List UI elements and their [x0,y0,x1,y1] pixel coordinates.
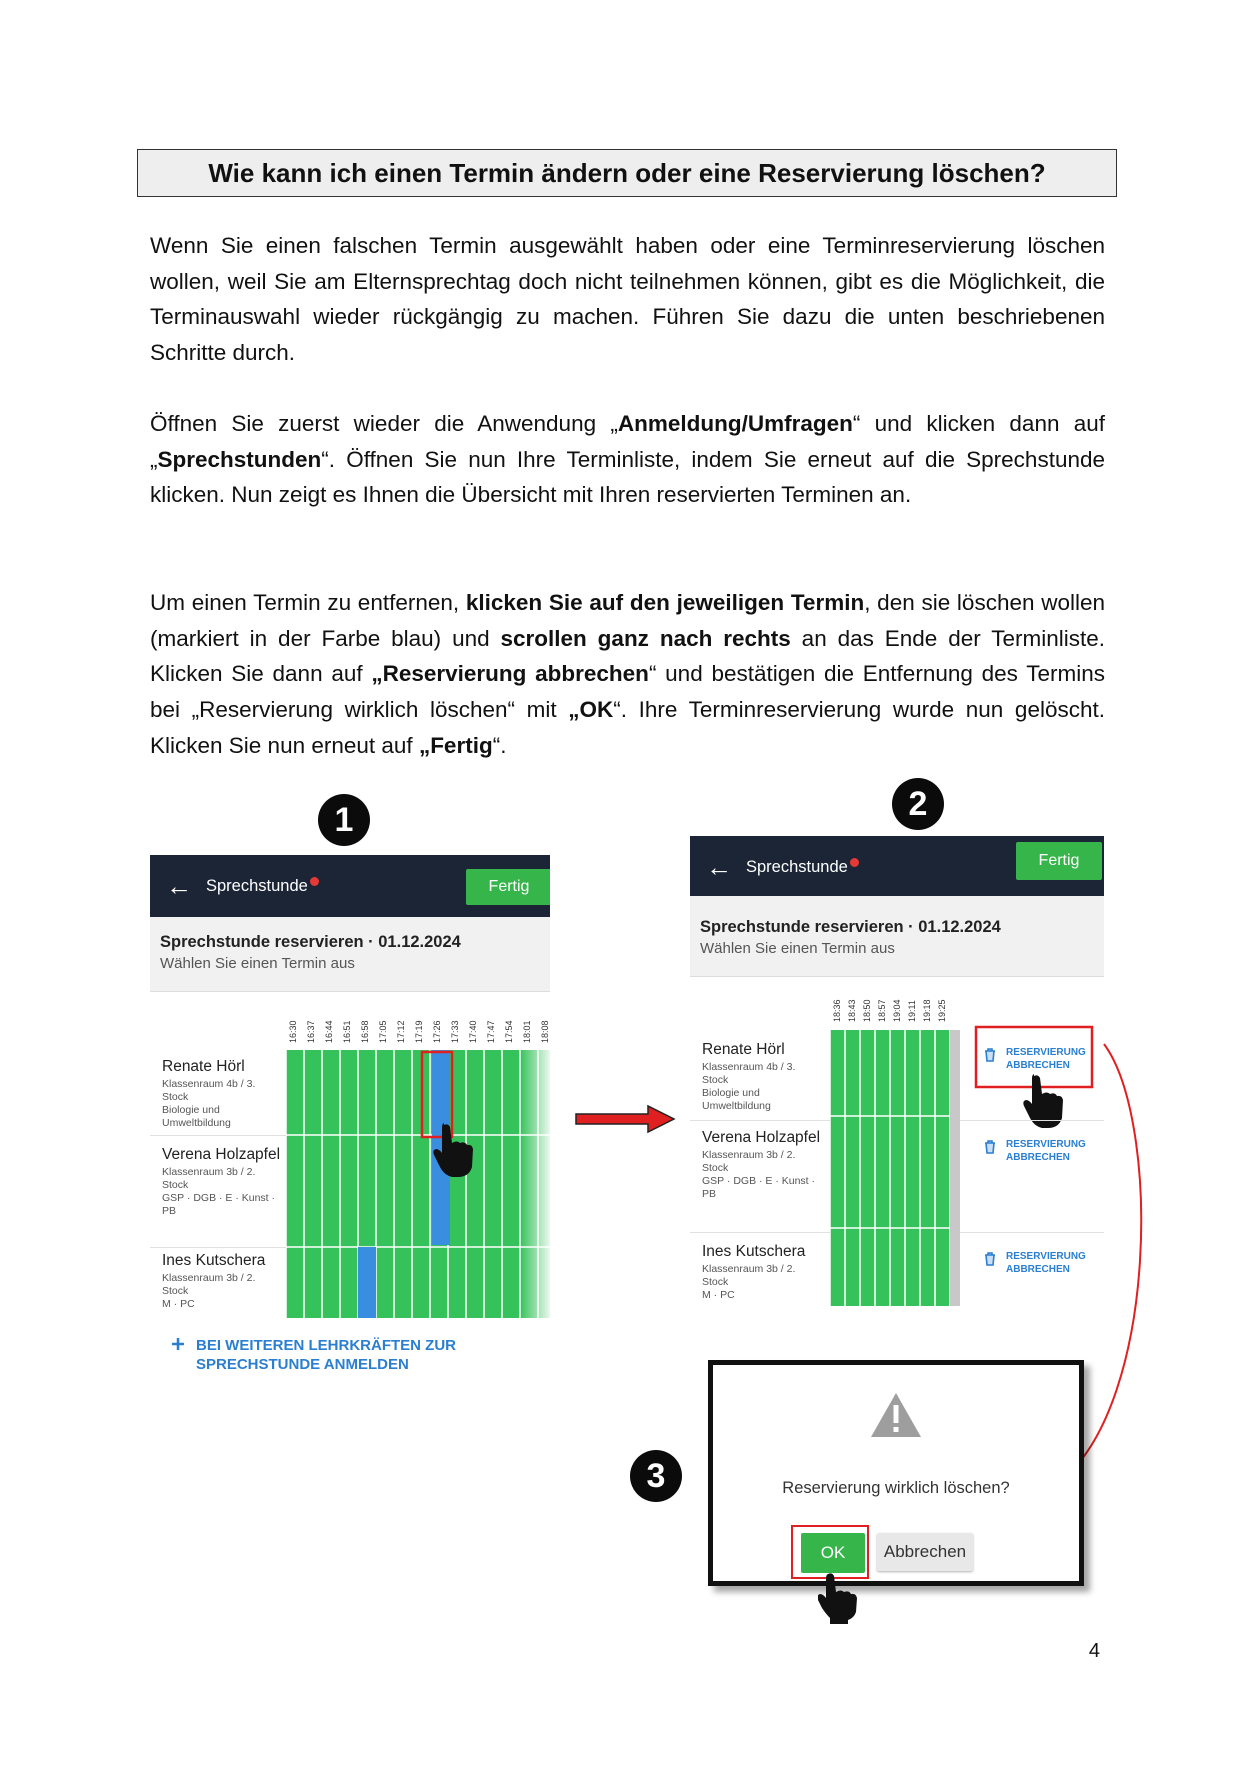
confirm-dialog [708,1360,1084,1586]
time-label: 18:57 [877,999,887,1022]
teacher-verena[interactable]: Verena Holzapfel Klassenraum 3b / 2. Stock GSP · DGB · E · Kunst · PB [702,1129,821,1200]
time-label: 19:04 [892,999,902,1022]
plus-icon [170,1336,186,1352]
time-label: 16:44 [324,1020,334,1043]
row-separator [150,1135,286,1136]
time-label: 18:50 [862,999,872,1022]
right-arrow-icon [574,1104,676,1134]
time-label: 17:47 [486,1020,496,1043]
end-column [950,1030,960,1306]
abbrechen-button[interactable]: Abbrechen [877,1533,973,1571]
time-label: 18:43 [847,999,857,1022]
reservation-subtitle: Wählen Sie einen Termin aus [160,955,355,972]
trash-icon [984,1140,996,1154]
add-teacher-link[interactable]: BEI WEITEREN LEHRKRÄFTEN ZUR SPRECHSTUNDE ANMELDEN [196,1337,456,1373]
time-label: 17:19 [414,1020,424,1043]
screenshot-step-1 [150,855,550,1385]
step-3-badge: 3 [630,1450,682,1502]
time-label: 18:01 [522,1020,532,1043]
dialog-question: Reservierung wirklich löschen? [782,1479,1010,1497]
section-heading: Wie kann ich einen Termin ändern oder eine Reservierung löschen? [208,157,1046,188]
time-label: 16:37 [306,1020,316,1043]
teacher-renate[interactable]: Renate Hörl Klassenraum 4b / 3. Stock Biologie und Umweltbildung [162,1058,256,1129]
scroll-fade [520,1050,550,1318]
row-separator [150,1247,286,1248]
step-1-badge: 1 [318,794,370,846]
trash-icon [984,1048,996,1062]
cancel-reservation-button-verena[interactable]: RESERVIERUNG ABBRECHEN [1006,1138,1086,1164]
time-label: 19:11 [907,1000,917,1022]
time-label: 16:51 [342,1020,352,1043]
back-arrow-icon[interactable]: ← [706,852,732,882]
ok-highlight [791,1525,869,1579]
time-label: 19:18 [922,999,932,1022]
fertig-button[interactable]: Fertig [466,869,550,905]
teacher-ines[interactable]: Ines Kutschera Klassenraum 3b / 2. Stock M · PC [702,1243,806,1301]
row-separator [690,1232,830,1233]
time-label: 16:58 [360,1020,370,1043]
open-app-paragraph: Öffnen Sie zuerst wieder die Anwendung „Anmeldung/Umfragen“ und klicken dann auf „Sprechstunden“. Öffnen Sie nun Ihre Terminliste, indem Sie erneut auf die Sprechstunde klicken. Nun zeigt es Ihnen die Übersicht mit Ihren reservierten Terminen an. [150,411,1105,508]
cancel-reservation-button-ines[interactable]: RESERVIERUNG ABBRECHEN [1006,1250,1086,1276]
pointing-hand-icon [818,1572,858,1624]
section-heading-box [137,149,1117,197]
time-label: 17:54 [504,1020,514,1043]
warning-icon [869,1391,923,1439]
time-label: 18:08 [540,1020,550,1043]
ok-button[interactable]: OK [801,1533,865,1573]
reservation-title: Sprechstunde reservieren · 01.12.2024 [700,918,1001,936]
time-label: 17:40 [468,1020,478,1043]
intro-paragraph: Wenn Sie einen falschen Termin ausgewählt haben oder eine Terminreservierung löschen wollen, weil Sie am Elternsprechtag doch nicht teilnehmen können, gibt es die Möglichkeit, die Terminauswahl wieder rückgängig zu machen. Führen Sie dazu die unten beschriebenen Schritte durch. [150,233,1105,366]
back-arrow-icon[interactable]: ← [166,871,192,901]
time-label: 17:05 [378,1020,388,1043]
step-2-badge: 2 [892,778,944,830]
teacher-renate[interactable]: Renate Hörl Klassenraum 4b / 3. Stock Biologie und Umweltbildung [702,1041,796,1112]
time-label: 17:33 [450,1020,460,1043]
time-label: 17:12 [396,1020,406,1043]
booked-slot-ines[interactable] [358,1247,376,1318]
teacher-ines[interactable]: Ines Kutschera Klassenraum 3b / 2. Stock M · PC [162,1252,266,1310]
time-label: 19:25 [937,999,947,1022]
reservation-title: Sprechstunde reservieren · 01.12.2024 [160,933,461,951]
trash-icon [984,1252,996,1266]
teacher-verena[interactable]: Verena Holzapfel Klassenraum 3b / 2. Stock GSP · DGB · E · Kunst · PB [162,1146,281,1217]
page-number: 4 [1088,1640,1100,1662]
time-label: 18:36 [832,999,842,1022]
app-title: Sprechstunde [206,877,319,896]
reservation-subtitle: Wählen Sie einen Termin aus [700,940,895,957]
time-label: 17:26 [432,1020,442,1043]
app-title: Sprechstunde [746,858,859,877]
row-separator [690,1120,830,1121]
time-label: 16:30 [288,1020,298,1043]
cancel-reservation-button-renate[interactable]: RESERVIERUNG ABBRECHEN [1006,1046,1086,1072]
remove-paragraph: Um einen Termin zu entfernen, klicken Sie auf den jeweiligen Termin, den sie löschen wollen (markiert in der Farbe blau) und scrollen ganz nach rechts an das Ende der Terminliste. Klicken Sie dann auf „Reservierung abbrechen“ und bestätigen die Entfernung des Termins bei „Reservierung wirklich löschen“ mit „OK“. Ihre Terminreservierung wurde nun gelöscht. Klicken Sie nun erneut auf „Fertig“. [150,590,1105,758]
slot-area[interactable] [286,1050,550,1318]
fertig-button[interactable]: Fertig [1016,842,1102,880]
